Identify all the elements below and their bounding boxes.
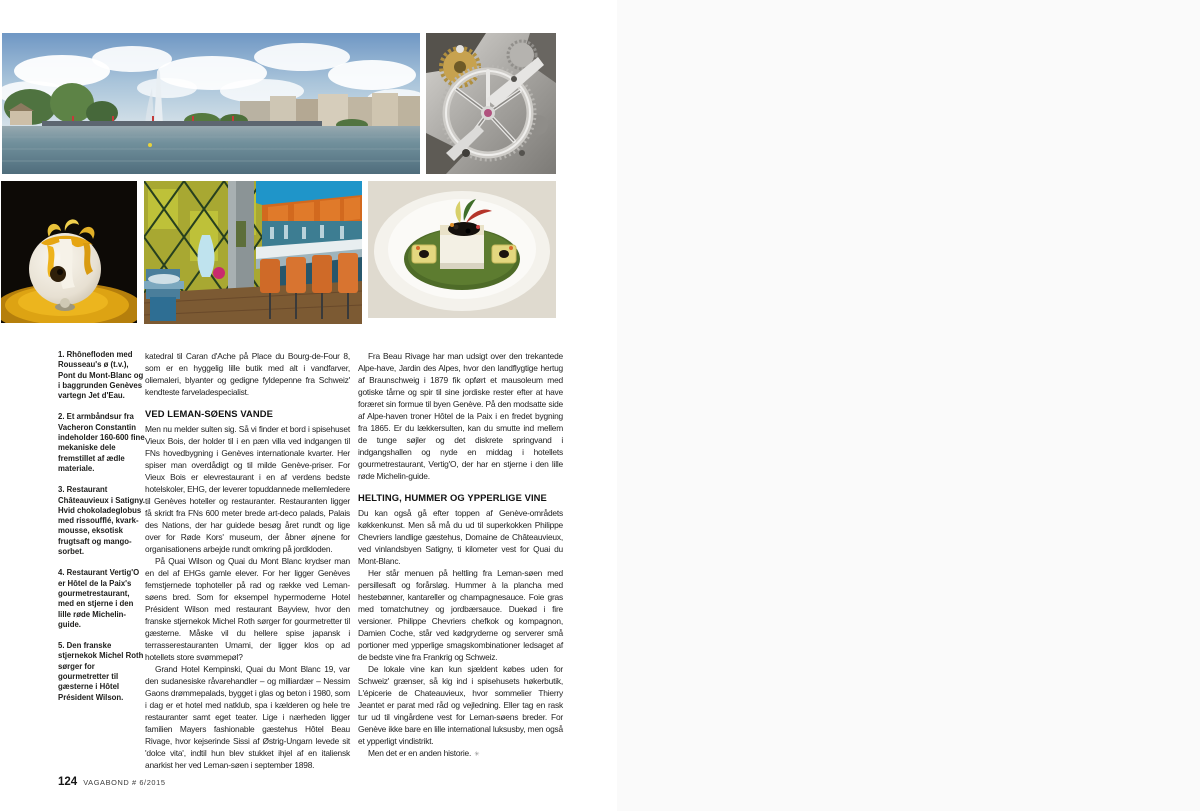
article-column-2 bbox=[358, 350, 563, 761]
article-closing-line bbox=[358, 747, 563, 761]
photo-restaurant-interior bbox=[144, 181, 362, 324]
restaurant-interior-illustration bbox=[144, 181, 362, 324]
caption-4: 4. Restaurant Vertig'O er Hôtel de la Paix's gourmetrestaurant, med en stjerne i den lille røde Michelin-guide. bbox=[58, 568, 140, 629]
photo-chocolate-globe-dessert bbox=[1, 181, 137, 323]
article-paragraph: Her står menuen på heltling fra Leman-søen med persillesaft og forårsløg. Hummer à la plancha med hestebønner, kantareller og champagnesauce. Foie gras med tomatchutney og jordbærsauce. Duekød i fire versioner. Philippe Chevriers chefkok og kompagnon, Damien Coche, står ved kødgryderne og serverer små portioner med ypperlige smagskombinationer ledsaget af de bedste vine fra Frankrig og Schweiz. bbox=[358, 568, 563, 662]
article-paragraph: Grand Hotel Kempinski, Quai du Mont Blanc 19, var den sudanesiske råvarehandler – og milliardær – Nessim Gaons drømmepalads, bygget i glas og beton i 1980, som i dag er et hotel med natklub, spa i kælderen og hele tre restauranter samt eget teater. Lige i nærheden ligger familien Mayers fashionable gæstehus Hôtel Beau Rivage, hvor kejserinde Sissi af Østrig-Ungarn levede sit 'dolce vita', indtil hun blev stukket ihjel af en italiensk anarkist her ved Leman-søen i september 1898. bbox=[145, 664, 350, 770]
caption-3: 3. Restaurant Châteauvieux i Satigny. Hvid chokoladeglobus med rissoufflé, kvark-mousse, eksotisk frugtsaft og mango-sorbet. bbox=[58, 485, 145, 557]
photo-watch-movement bbox=[426, 33, 556, 174]
section-heading-leman: VED LEMAN-SØENS VANDE bbox=[145, 408, 273, 419]
article-paragraph: På Quai Wilson og Quai du Mont Blanc krydser man en del af EHGs gamle elever. For her ligger Genèves femstjernede tophoteller på rad og række ved Leman-søens bred. Som for eksempel hypermoderne Hotel Président Wilson med restaurant Bayview, hvor den franske stjernekok Michel Roth sørger for gourmetretter til gæsterne. Måske vil du hellere spise japansk i terrasserestauranten Umami, der ligger klos op ad hotellets store svømmepøl? bbox=[145, 556, 350, 662]
caption-1: 1. Rhônefloden med Rousseau's ø (t.v.), Pont du Mont-Blanc og i baggrunden Genèves vartegn Jet d'Eau. bbox=[58, 350, 144, 401]
geneva-panorama-illustration bbox=[2, 33, 420, 174]
photo-captions-sidebar bbox=[58, 350, 146, 714]
gourmet-dish-illustration bbox=[368, 181, 556, 318]
photo-geneva-panorama bbox=[2, 33, 420, 174]
section-heading-vine: HELTING, HUMMER OG YPPERLIGE VINE bbox=[358, 492, 547, 503]
page-number: 124 bbox=[58, 776, 78, 788]
end-of-article-icon: ✳ bbox=[474, 751, 480, 758]
dessert-illustration bbox=[1, 181, 137, 323]
photo-gourmet-dish bbox=[368, 181, 556, 318]
caption-2: 2. Et armbåndsur fra Vacheron Constantin indeholder 160-600 fine mekaniske dele fremstillet af ædle materiale. bbox=[58, 412, 145, 473]
watch-movement-illustration bbox=[426, 33, 556, 174]
article-paragraph: De lokale vine kan kun sjældent købes uden for Schweiz' grænser, så kig ind i spisehusets høkerbutik, L'épicerie de Chateauvieux, hvor sommelier Thierry Jeantet er parat med råd og vejledning. Eller tag en rask tur ud til vingårdene vest for Leman-søens breder. For Genève ikke bare en lille international luksusby, men også et ypperligt vindistrikt. bbox=[358, 664, 563, 746]
article-paragraph-continuation: katedral til Caran d'Ache på Place du Bourg-de-Four 8, som er en hyggelig lille butik med alt i vandfarver, oliemaleri, blyanter og gedigne fyldepenne fra Schweiz' kendteste farveladespecialist. bbox=[145, 351, 350, 397]
closing-text: Men det er en anden historie. bbox=[368, 748, 472, 758]
article-paragraph: Du kan også gå efter toppen af Genève-områdets køkkenkunst. Men så må du ud til superkokken Philippe Chevriers landlige gæstehus, Domaine de Châteauvieux, ved vinlandsbyen Satigny, ti kilometer vest for Quai du Mont-Blanc. bbox=[358, 508, 563, 566]
article-paragraph: Fra Beau Rivage har man udsigt over den trekantede Alpe-have, Jardin des Alpes, hvor den landflygtige hertug af Braunschweig i 1879 fik opført et mausoleum med gotiske tårne og spir til sine jordiske rester efter at have foræret sin formue til byen Genève. På den modsatte side af Alpe-haven troner Hôtel de la Paix i en fredet bygning fra 1865. Er du lækkersulten, kan du smutte ind mellem de tunge søjler og det diskrete springvand i indgangshallen og nyde en middag i hotellets gourmetrestaurant, Vertig'O, der har en stjerne i den lille røde Michelin-guide. bbox=[358, 351, 563, 481]
issue-label: VAGABOND # 6/2015 bbox=[83, 778, 166, 787]
caption-5: 5. Den franske stjernekok Michel Roth sørger for gourmetretter til gæsterne i Hôtel Président Wilson. bbox=[58, 641, 144, 702]
article-paragraph: Men nu melder sulten sig. Så vi finder et bord i spisehuset Vieux Bois, der holder til i en pæn villa ved indgangen til FNs hovedbygning i Genèves internationale kvarter. Her spiser man overdådigt og til milde Genève-priser. For Vieux Bois er elevrestaurant i en af verdens bedste hotelskoler, EHG, der leverer topuddannede mellemledere til Genèves hoteller og restauranter. Restauranten ligger få skridt fra FNs 600 meter brede art-deco palads, Palais des Nations, der har guidede besøg året rundt og lige over for Røde Kors' museum, der åbner øjnene for organisationens arbejde rundt omkring på jordkloden. bbox=[145, 424, 351, 554]
page-footer bbox=[58, 772, 258, 790]
article-column-1 bbox=[145, 350, 350, 771]
